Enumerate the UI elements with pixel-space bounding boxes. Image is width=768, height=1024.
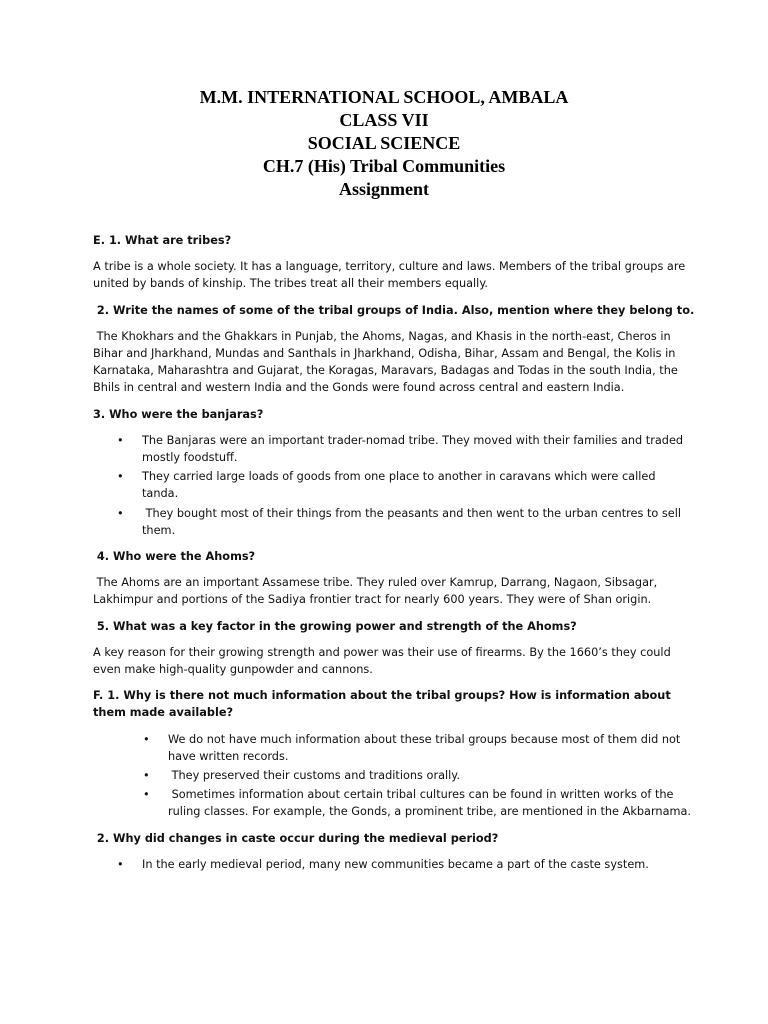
question-e2: 2. Write the names of some of the tribal groups of India. Also, mention where they belong to. (93, 303, 695, 317)
question-f2: 2. Why did changes in caste occur during the medieval period? (93, 831, 499, 845)
answer-e2: The Khokhars and the Ghakkars in Punjab, the Ahoms, Nagas, and Khasis in the north-east, Cheros in Bihar and Jharkhand, Mundas and Santhals in Jharkhand, Odisha, Bihar, Assam and Bengal, the Kolis in Karnataka, Maharashtra and Gujarat, the Koragas, Maravars, Badagas and Todas in the south India, the Bhils in central and western India and the Gonds were found across central and eastern India. (93, 329, 682, 395)
assignment-body (93, 232, 693, 882)
bullet-icon: • (117, 470, 124, 484)
list-item (93, 505, 693, 539)
document-header (0, 86, 768, 201)
list-item-text: They bought most of their things from the peasants and then went to the urban centres to sell them. (142, 506, 685, 537)
answer-e5: A key reason for their growing strength and power was their use of firearms. By the 1660’s they could even make high-quality gunpowder and cannons. (93, 645, 671, 677)
question-e3: 3. Who were the banjaras? (93, 407, 264, 421)
question-e5: 5. What was a key factor in the growing power and strength of the Ahoms? (93, 619, 577, 633)
bullet-icon: • (117, 857, 124, 871)
answer-e4: The Ahoms are an important Assamese tribe. They ruled over Kamrup, Darrang, Nagaon, Sibsagar, Lakhimpur and portions of the Sadiya frontier tract for nearly 600 years. They were of Shan origin. (93, 576, 661, 607)
bullet-list-f1 (93, 731, 693, 821)
school-name: M.M. INTERNATIONAL SCHOOL, AMBALA (199, 87, 569, 107)
list-item-text: The Banjaras were an important trader-nomad tribe. They moved with their families and traded mostly foodstuff. (142, 433, 684, 465)
list-item (93, 432, 693, 466)
bullet-list-e3 (93, 432, 693, 539)
subject-name: SOCIAL SCIENCE (307, 133, 461, 153)
class-name: CLASS VII (339, 110, 429, 130)
answer-e1: A tribe is a whole society. It has a language, territory, culture and laws. Members of the tribal groups are united by bands of kinship. The tribes treat all their members equally. (93, 260, 686, 291)
question-e4: 4. Who were the Ahoms? (93, 550, 256, 564)
bullet-icon: • (117, 506, 124, 520)
document-type: Assignment (338, 179, 429, 199)
bullet-icon: • (143, 788, 150, 802)
question-f1: F. 1. Why is there not much information about the tribal groups? How is information about them made available? (93, 689, 671, 720)
list-item-text: We do not have much information about these tribal groups because most of them did not have written records. (168, 732, 681, 763)
list-item-text: Sometimes information about certain tribal cultures can be found in written works of the ruling classes. For example, the Gonds, a prominent tribe, are mentioned in the Akbarnama. (168, 788, 692, 819)
list-item-text: They preserved their customs and traditions orally. (168, 769, 460, 783)
list-item (93, 468, 693, 502)
bullet-list-f2 (93, 856, 693, 873)
list-item (93, 786, 693, 820)
bullet-icon: • (143, 732, 150, 746)
list-item-text: They carried large loads of goods from one place to another in caravans which were called tanda. (142, 470, 656, 501)
list-item (93, 856, 693, 873)
list-item (93, 731, 693, 765)
list-item (93, 767, 693, 784)
bullet-icon: • (143, 769, 150, 783)
bullet-icon: • (117, 433, 124, 447)
chapter-title: CH.7 (His) Tribal Communities (262, 156, 506, 176)
question-e1: E. 1. What are tribes? (93, 234, 232, 247)
list-item-text: In the early medieval period, many new communities became a part of the caste system. (142, 857, 649, 871)
